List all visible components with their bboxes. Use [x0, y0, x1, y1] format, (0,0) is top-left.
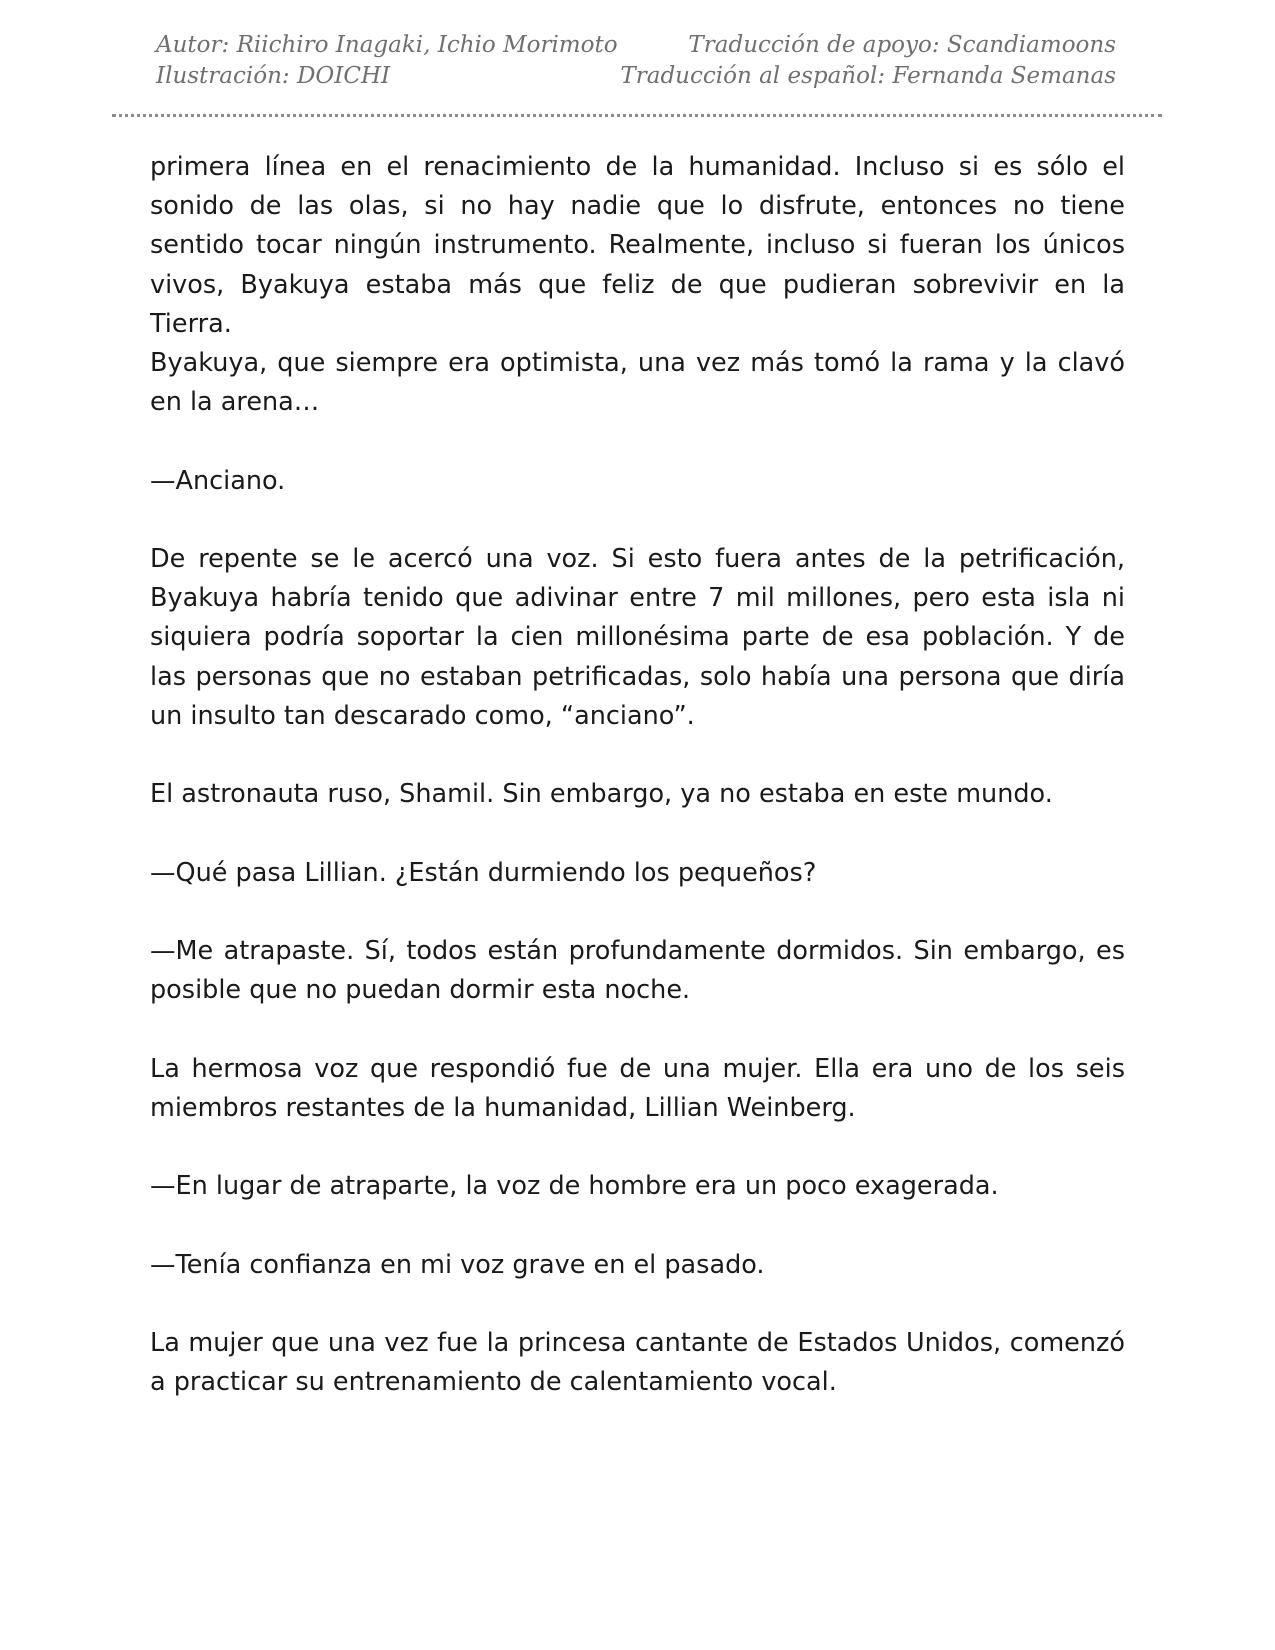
author-credit: Autor: Riichiro Inagaki, Ichio Morimoto: [156, 32, 618, 58]
page-header: [156, 30, 1116, 92]
paragraph-line: Byakuya, que siempre era optimista, una vez más tomó la rama y la clavó en la arena…: [150, 348, 1125, 418]
paragraph: [150, 462, 1125, 501]
dotted-divider: [112, 114, 1162, 117]
paragraph: [150, 775, 1125, 814]
paragraph-line: El astronauta ruso, Shamil. Sin embargo, ya no estaba en este mundo.: [150, 779, 1053, 810]
header-row-2: [156, 61, 1116, 92]
paragraph-line: primera línea en el renacimiento de la humanidad. Incluso si es sólo el sonido de las olas, si no hay nadie que lo disfrute, entonces no tiene sentido tocar ningún instrumento. Realmente, incluso si fueran los únicos vivos, Byakuya estaba más que feliz de que pudieran sobrevivir en la Tierra.: [150, 152, 1125, 339]
paragraph: [150, 932, 1125, 1010]
paragraph: [150, 148, 1125, 422]
paragraph: [150, 1050, 1125, 1128]
story-body: [150, 148, 1125, 1402]
illustration-credit: Ilustración: DOICHI: [156, 63, 391, 89]
paragraph: [150, 854, 1125, 893]
paragraph-line: —Anciano.: [150, 465, 286, 496]
header-row-1: [156, 30, 1116, 61]
paragraph: [150, 1324, 1125, 1402]
spanish-translation-credit: Traducción al español: Fernanda Semanas: [620, 63, 1116, 89]
paragraph-line: —Me atrapaste. Sí, todos están profundamente dormidos. Sin embargo, es posible que no puedan dormir esta noche.: [150, 935, 1125, 1006]
paragraph-line: La mujer que una vez fue la princesa cantante de Estados Unidos, comenzó a practicar su entrenamiento de calentamiento vocal.: [150, 1327, 1125, 1398]
support-translation-credit: Traducción de apoyo: Scandiamoons: [688, 32, 1116, 58]
paragraph-line: —En lugar de atraparte, la voz de hombre era un poco exagerada.: [150, 1171, 999, 1202]
paragraph-line: —Tenía confianza en mi voz grave en el pasado.: [150, 1249, 765, 1280]
paragraph: [150, 540, 1125, 736]
paragraph-line: La hermosa voz que respondió fue de una mujer. Ella era uno de los seis miembros restantes de la humanidad, Lillian Weinberg.: [150, 1053, 1125, 1123]
paragraph: [150, 1167, 1125, 1206]
paragraph-line: De repente se le acercó una voz. Si esto fuera antes de la petrificación, Byakuya habría tenido que adivinar entre 7 mil millones, pero esta isla ni siquiera podría soportar la cien millonésima parte de esa población. Y de las personas que no estaban petrificadas, solo había una persona que diría un insulto tan descarado como, “anciano”.: [150, 544, 1125, 731]
paragraph: [150, 1246, 1125, 1285]
paragraph-line: —Qué pasa Lillian. ¿Están durmiendo los pequeños?: [150, 857, 817, 888]
